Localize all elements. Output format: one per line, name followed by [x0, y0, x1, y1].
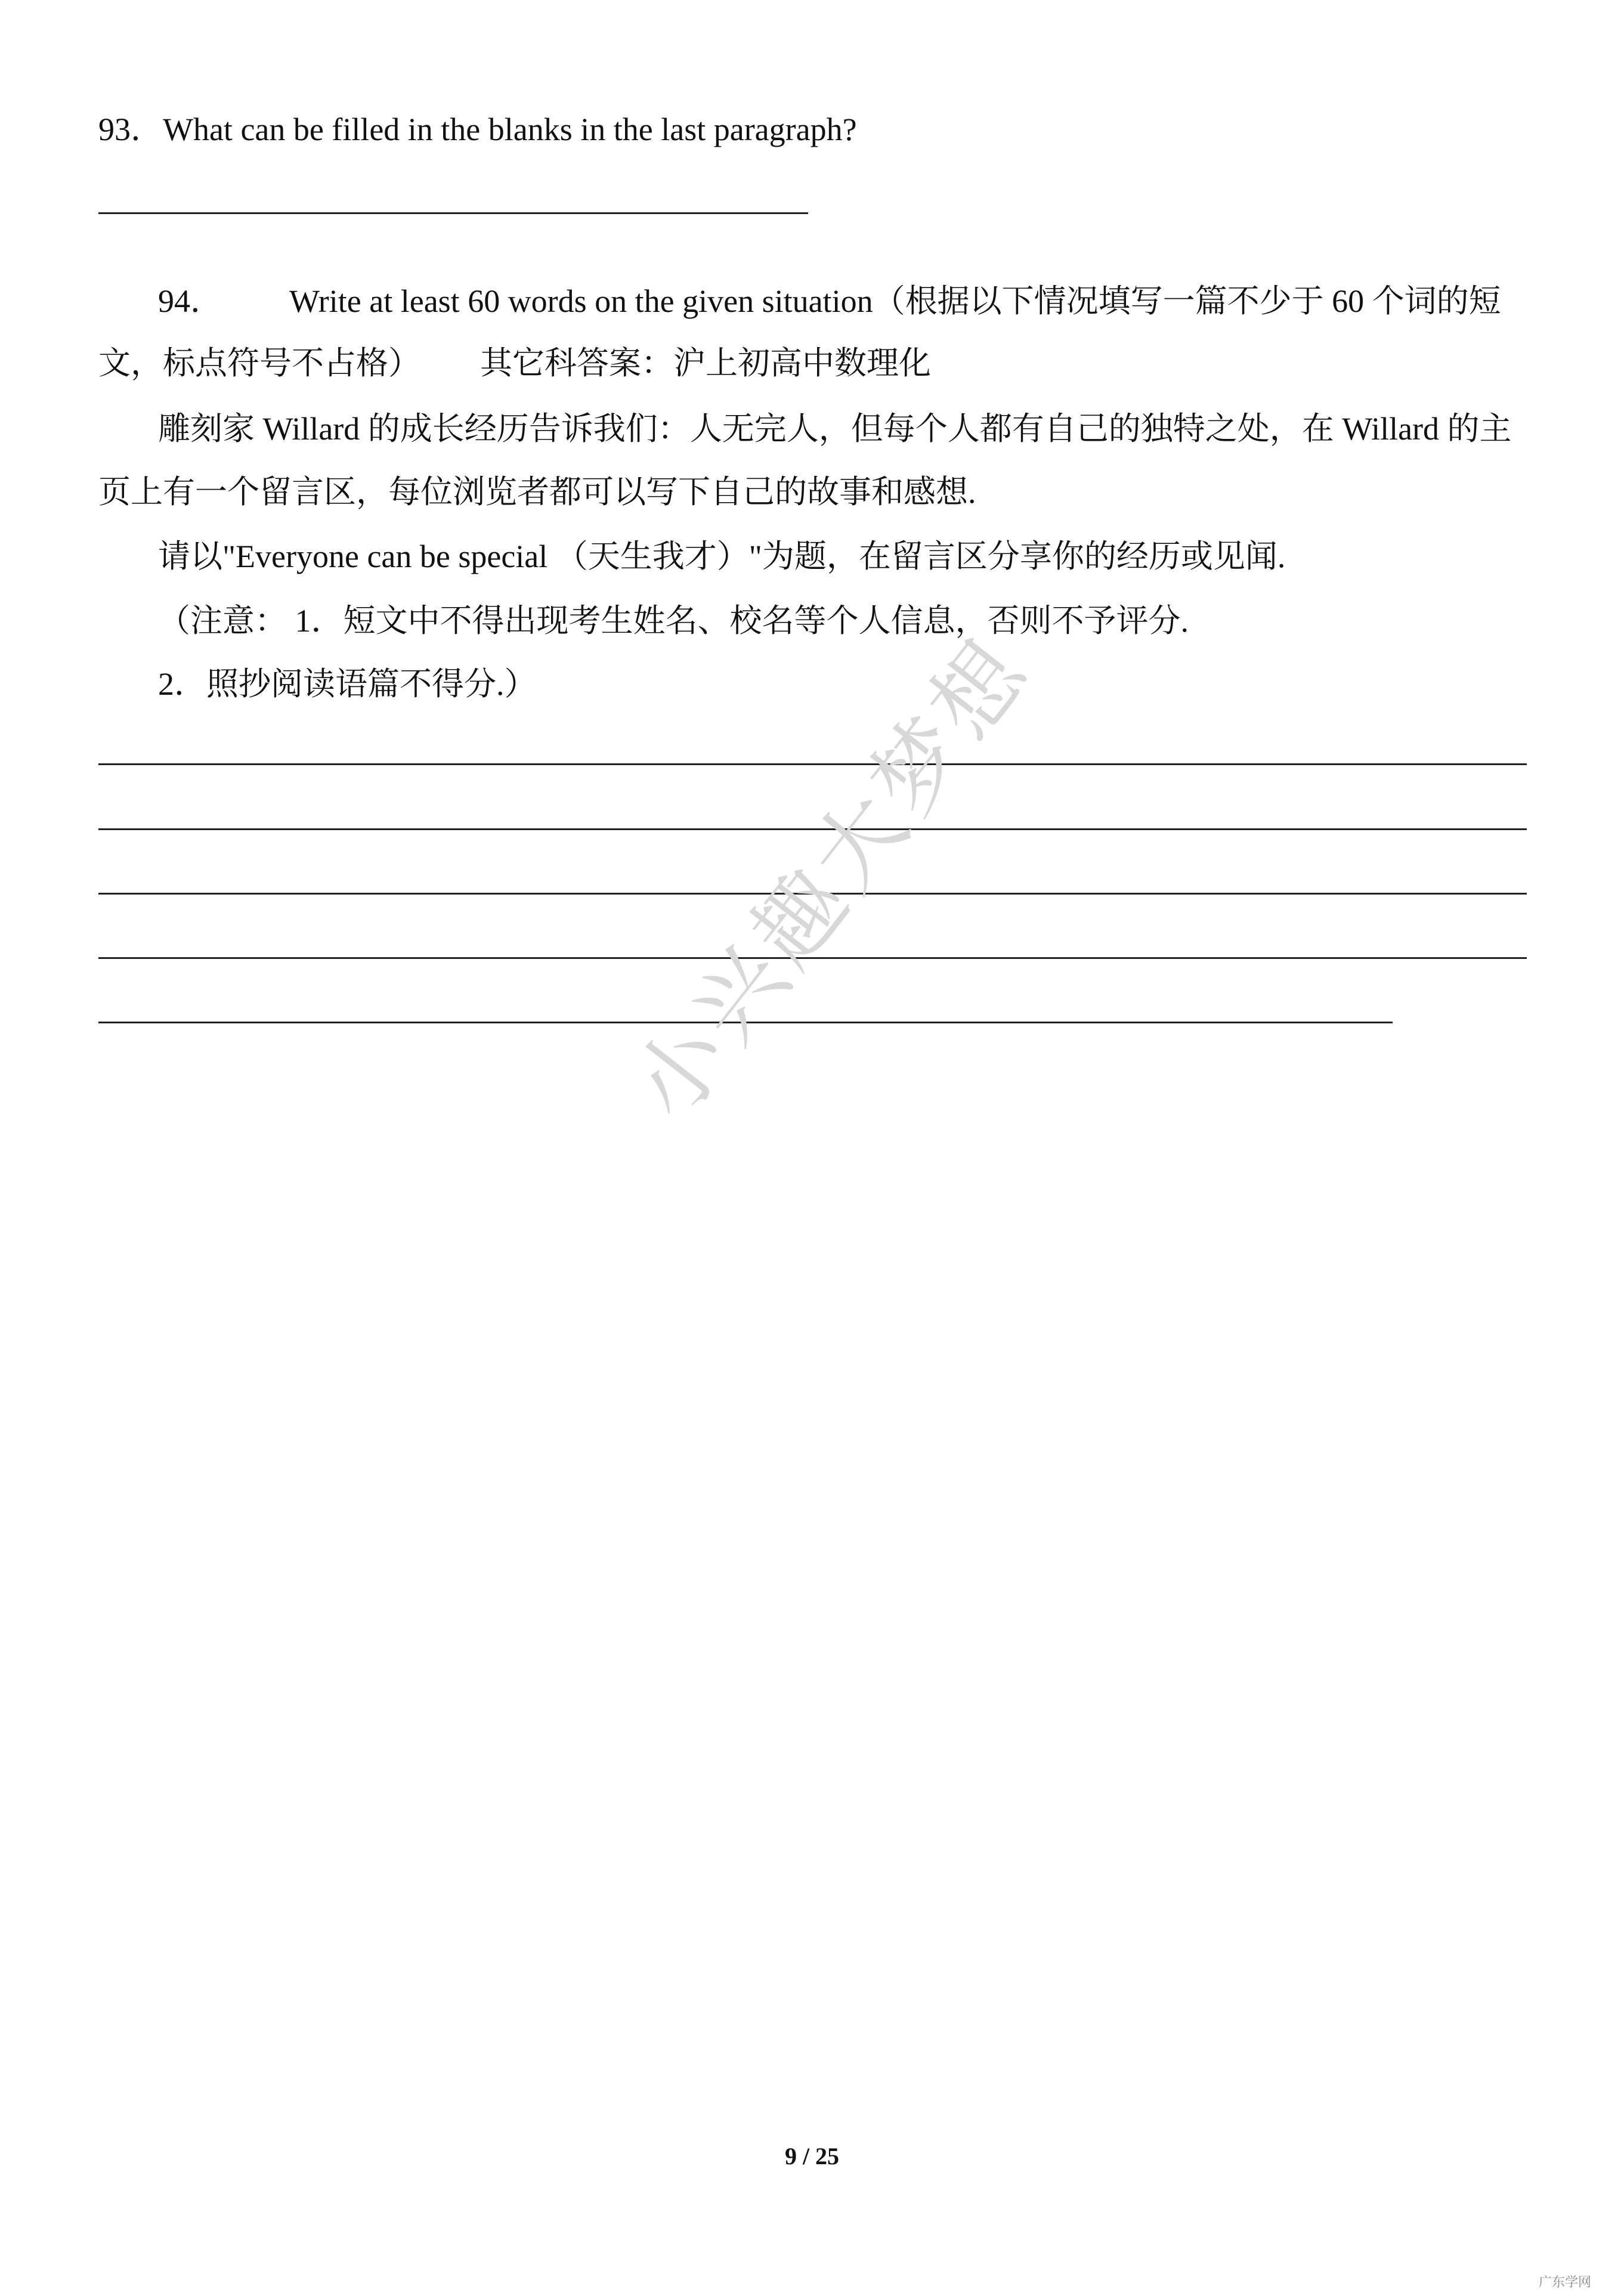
- question-94-number: 94．: [158, 283, 222, 319]
- situation-para1-line2: 页上有一个留言区，每位浏览者都可以写下自己的故事和感想.: [98, 474, 976, 510]
- watermark: 小兴趣大梦想: [613, 617, 1052, 1138]
- question-94-line1: [158, 285, 1501, 317]
- question-94-text-line1: Write at least 60 words on the given situation（根据以下情况填写一篇不少于 60 个词的短: [289, 283, 1501, 319]
- question-94-text-line2: 文，标点符号不占格）: [98, 345, 420, 381]
- situation-para2: 请以"Everyone can be special （天生我才）"为题，在留言区分享你的经历或见闻.: [158, 539, 1286, 574]
- question-93: [98, 113, 857, 146]
- question-93-text: What can be filled in the blanks in the last paragraph?: [163, 112, 857, 147]
- question-94-line2: [98, 347, 931, 379]
- situation-para1-line1: 雕刻家 Willard 的成长经历告诉我们：人无完人，但每个人都有自己的独特之处，在 Willard 的主: [158, 411, 1512, 447]
- page-number: 9 / 25: [784, 2143, 840, 2170]
- corner-logo: 广东学网: [1539, 2275, 1592, 2290]
- answer-line-93[interactable]: [98, 212, 808, 214]
- question-93-number: 93．: [98, 112, 163, 147]
- writing-line-1[interactable]: [98, 763, 1527, 765]
- question-94-extra-note: 其它科答案：沪上初高中数理化: [480, 345, 931, 381]
- note-1: （注意： 1．短文中不得出现考生姓名、校名等个人信息，否则不予评分.: [158, 603, 1189, 639]
- note-2: 2．照抄阅读语篇不得分.）: [158, 666, 537, 702]
